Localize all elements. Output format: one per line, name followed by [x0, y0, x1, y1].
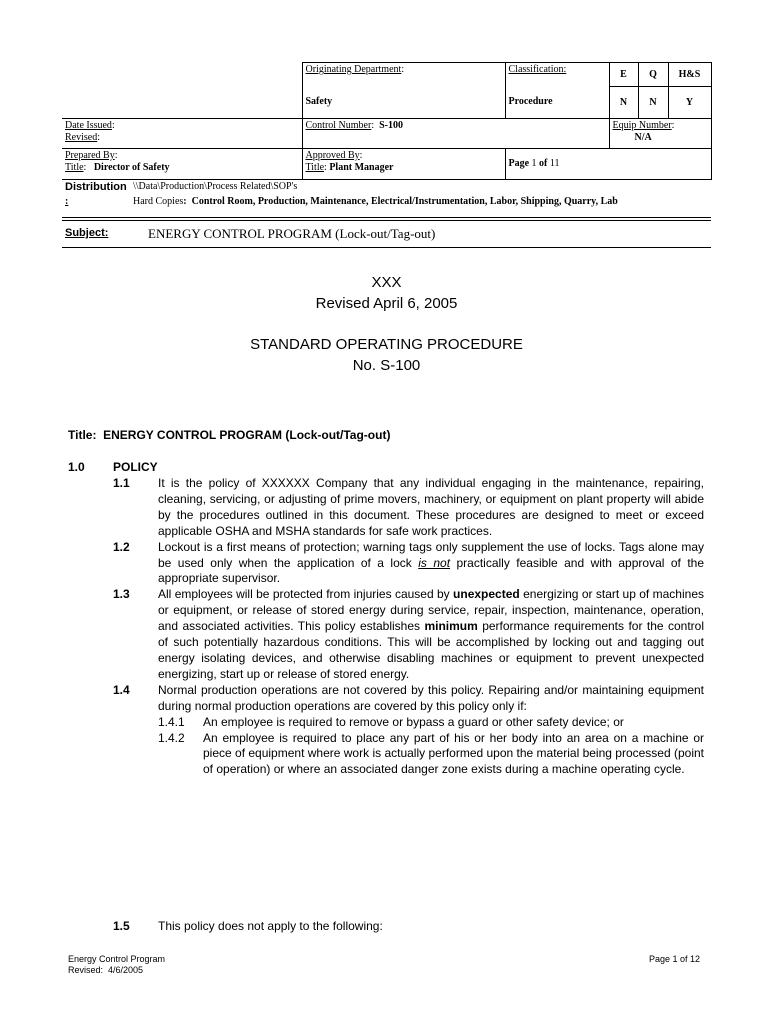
- equip-number-label: Equip Number: [612, 120, 672, 131]
- classification-cell: [505, 63, 609, 87]
- document-title-line: [68, 428, 704, 456]
- paragraph-1-1-number: 1.1: [113, 476, 130, 490]
- approved-title-value: Plant Manager: [329, 162, 394, 173]
- flag-label-hs: H&S: [668, 63, 711, 87]
- subject-value: ENERGY CONTROL PROGRAM (Lock-out/Tag-out): [148, 226, 436, 241]
- paragraph-1-5-text: This policy does not apply to the following:: [158, 919, 383, 933]
- paragraph-1-4-1-text: An employee is required to remove or bypass a guard or other safety device; or: [203, 714, 624, 729]
- document-title-value: ENERGY CONTROL PROGRAM (Lock-out/Tag-out): [103, 428, 391, 442]
- distribution-path: \\Data\Production\Process Related\SOP's: [133, 181, 298, 192]
- equip-number-value: N/A: [634, 132, 652, 143]
- classification-value: Procedure: [505, 87, 609, 119]
- subject-top-rule: [62, 217, 711, 218]
- page-count-cell: [505, 149, 711, 180]
- paragraph-1-2: [68, 540, 704, 588]
- equip-number-cell: Equip Number: N/A: [609, 119, 711, 149]
- footer-page-number: Page 1 of 12: [648, 954, 700, 964]
- approved-title-label: Title: [305, 162, 325, 173]
- paragraph-1-2-text-a: Lockout is a first means of protection; warning tags only supplement the use of locks. Tags alone may be used only when the application of a lock: [158, 539, 704, 570]
- page-number: 1: [531, 158, 537, 169]
- footer-doc-title: Energy Control Program: [68, 954, 166, 964]
- paragraph-1-3-number: 1.3: [113, 587, 130, 602]
- paragraph-1-4-2-number: 1.4.2: [158, 730, 185, 745]
- paragraph-1-4-text: Normal production operations are not covered by this policy. Repairing and/or maintaining equipment during normal production operations are covered by this policy only if:: [158, 682, 704, 713]
- paragraph-1-1-text: It is the policy of XXXXXX Company that any individual engaging in the maintenance, repairing, cleaning, servicing, or adjusting of prime movers, machinery, or equipment on plant property will abide by the procedures outlined in this document. These procedures are designed to meet or exceed applicable OSHA and MSHA standards for safe work practices.: [158, 476, 704, 538]
- footer-revised: Revised: 4/6/2005: [68, 965, 144, 975]
- paragraph-1-4-2-text: An employee is required to place any part of his or her body into an area on a machine or piece of equipment where work is actually performed upon the material being processed (point of operation) or where an associated danger zone exists during a machine operating cycle.: [203, 730, 704, 777]
- flag-value-hs: Y: [668, 87, 711, 119]
- classification-label: Classification:: [508, 64, 567, 75]
- prepared-by-label: Prepared By: [65, 150, 115, 161]
- page-footer: [68, 954, 704, 976]
- subject-line: [62, 220, 711, 248]
- paragraph-1-4: [68, 683, 704, 715]
- control-number-value: S-100: [379, 120, 404, 131]
- page-total: 11: [549, 158, 560, 169]
- prepared-title-value: Director of Safety: [93, 162, 170, 173]
- flag-label-e: E: [609, 63, 638, 87]
- paragraph-1-3: [68, 587, 704, 682]
- date-issued-label: Date Issued: [65, 120, 112, 131]
- prepared-title-label: Title: [65, 162, 84, 173]
- approved-by-label: Approved By: [305, 150, 360, 161]
- paragraph-1-4-number: 1.4: [113, 682, 130, 697]
- document-title-label: Title:: [68, 428, 97, 442]
- originating-department-label: Originating Department: [305, 64, 402, 75]
- paragraph-1-2-text-b: practically feasible and with approval of the appropriate supervisor.: [158, 555, 705, 586]
- flag-value-q: N: [638, 87, 668, 119]
- section-number: 1.0: [68, 460, 85, 474]
- company-title-block: [62, 272, 711, 314]
- prepared-by-cell: Prepared By: Title: Director of Safety: [62, 149, 302, 180]
- document-header: [62, 62, 711, 210]
- paragraph-1-2-number: 1.2: [113, 539, 130, 554]
- approved-by-cell: Approved By: Title: Plant Manager: [302, 149, 505, 180]
- paragraph-1-2-text: [158, 540, 704, 588]
- paragraph-1-1: [68, 476, 704, 540]
- section-title: POLICY: [113, 460, 158, 474]
- control-number-cell: Control Number: S-100: [302, 119, 609, 149]
- originating-department-cell: Originating Department:: [302, 63, 505, 87]
- paragraph-1-5: [68, 919, 704, 935]
- sop-number: No. S-100: [352, 357, 421, 374]
- subject-label: Subject:: [65, 227, 109, 239]
- document-body: [68, 428, 704, 778]
- paragraph-1-3-text: [158, 587, 704, 682]
- distribution-label: Distribution: [65, 181, 127, 193]
- paragraph-1-4-1: [68, 715, 704, 731]
- flag-value-e: N: [609, 87, 638, 119]
- page-of-word: of: [539, 158, 548, 169]
- section-heading: [68, 460, 704, 476]
- sop-heading: STANDARD OPERATING PROCEDURE: [250, 336, 523, 353]
- paragraph-1-3-text-a: All employees will be protected from injuries caused by: [158, 587, 454, 602]
- paragraph-1-4-1-number: 1.4.1: [158, 714, 185, 729]
- paragraph-1-3-text-c: performance requirements for the control of such potentially hazardous conditions. This will be accomplished by locking out and tagging out energy isolating devices, and otherwise disabling machines or equipment to prevent unexpected energizing, start up or release of stored energy.: [158, 619, 704, 681]
- control-number-label: Control Number: [305, 120, 372, 131]
- distribution-colon: :: [65, 196, 69, 207]
- revision-date: Revised April 6, 2005: [315, 295, 458, 312]
- page-word: Page: [508, 158, 530, 169]
- paragraph-1-3-strong-unexpected: unexpected: [453, 587, 520, 602]
- sop-title-block: [62, 334, 711, 376]
- distribution-cell: [62, 180, 711, 211]
- hard-copies-line: Hard Copies: Control Room, Production, Maintenance, Electrical/Instrumentation, Labor, Shipping, Quarry, Lab: [133, 196, 618, 207]
- revised-label: Revised: [65, 132, 98, 143]
- paragraph-1-4-2: [68, 731, 704, 779]
- company-name: XXX: [371, 274, 402, 291]
- paragraph-1-3-strong-minimum: minimum: [424, 619, 478, 634]
- hard-copies-label: Hard Copies: [133, 196, 184, 207]
- flag-label-q: Q: [638, 63, 668, 87]
- paragraph-1-2-emphasis: is not: [418, 555, 451, 570]
- paragraph-1-3-text-b: energizing or start up of machines or equipment, or release of stored energy during service, repair, inspection, maintenance, operation, and associated activities. This policy establishes: [158, 587, 704, 634]
- paragraph-1-5-number: 1.5: [113, 919, 130, 933]
- date-issued-cell: Date Issued: Revised:: [62, 119, 302, 149]
- hard-copies-value: Control Room, Production, Maintenance, Electrical/Instrumentation, Labor, Shipping, Quarry, Lab: [191, 196, 618, 207]
- originating-department-value: Safety: [302, 87, 505, 119]
